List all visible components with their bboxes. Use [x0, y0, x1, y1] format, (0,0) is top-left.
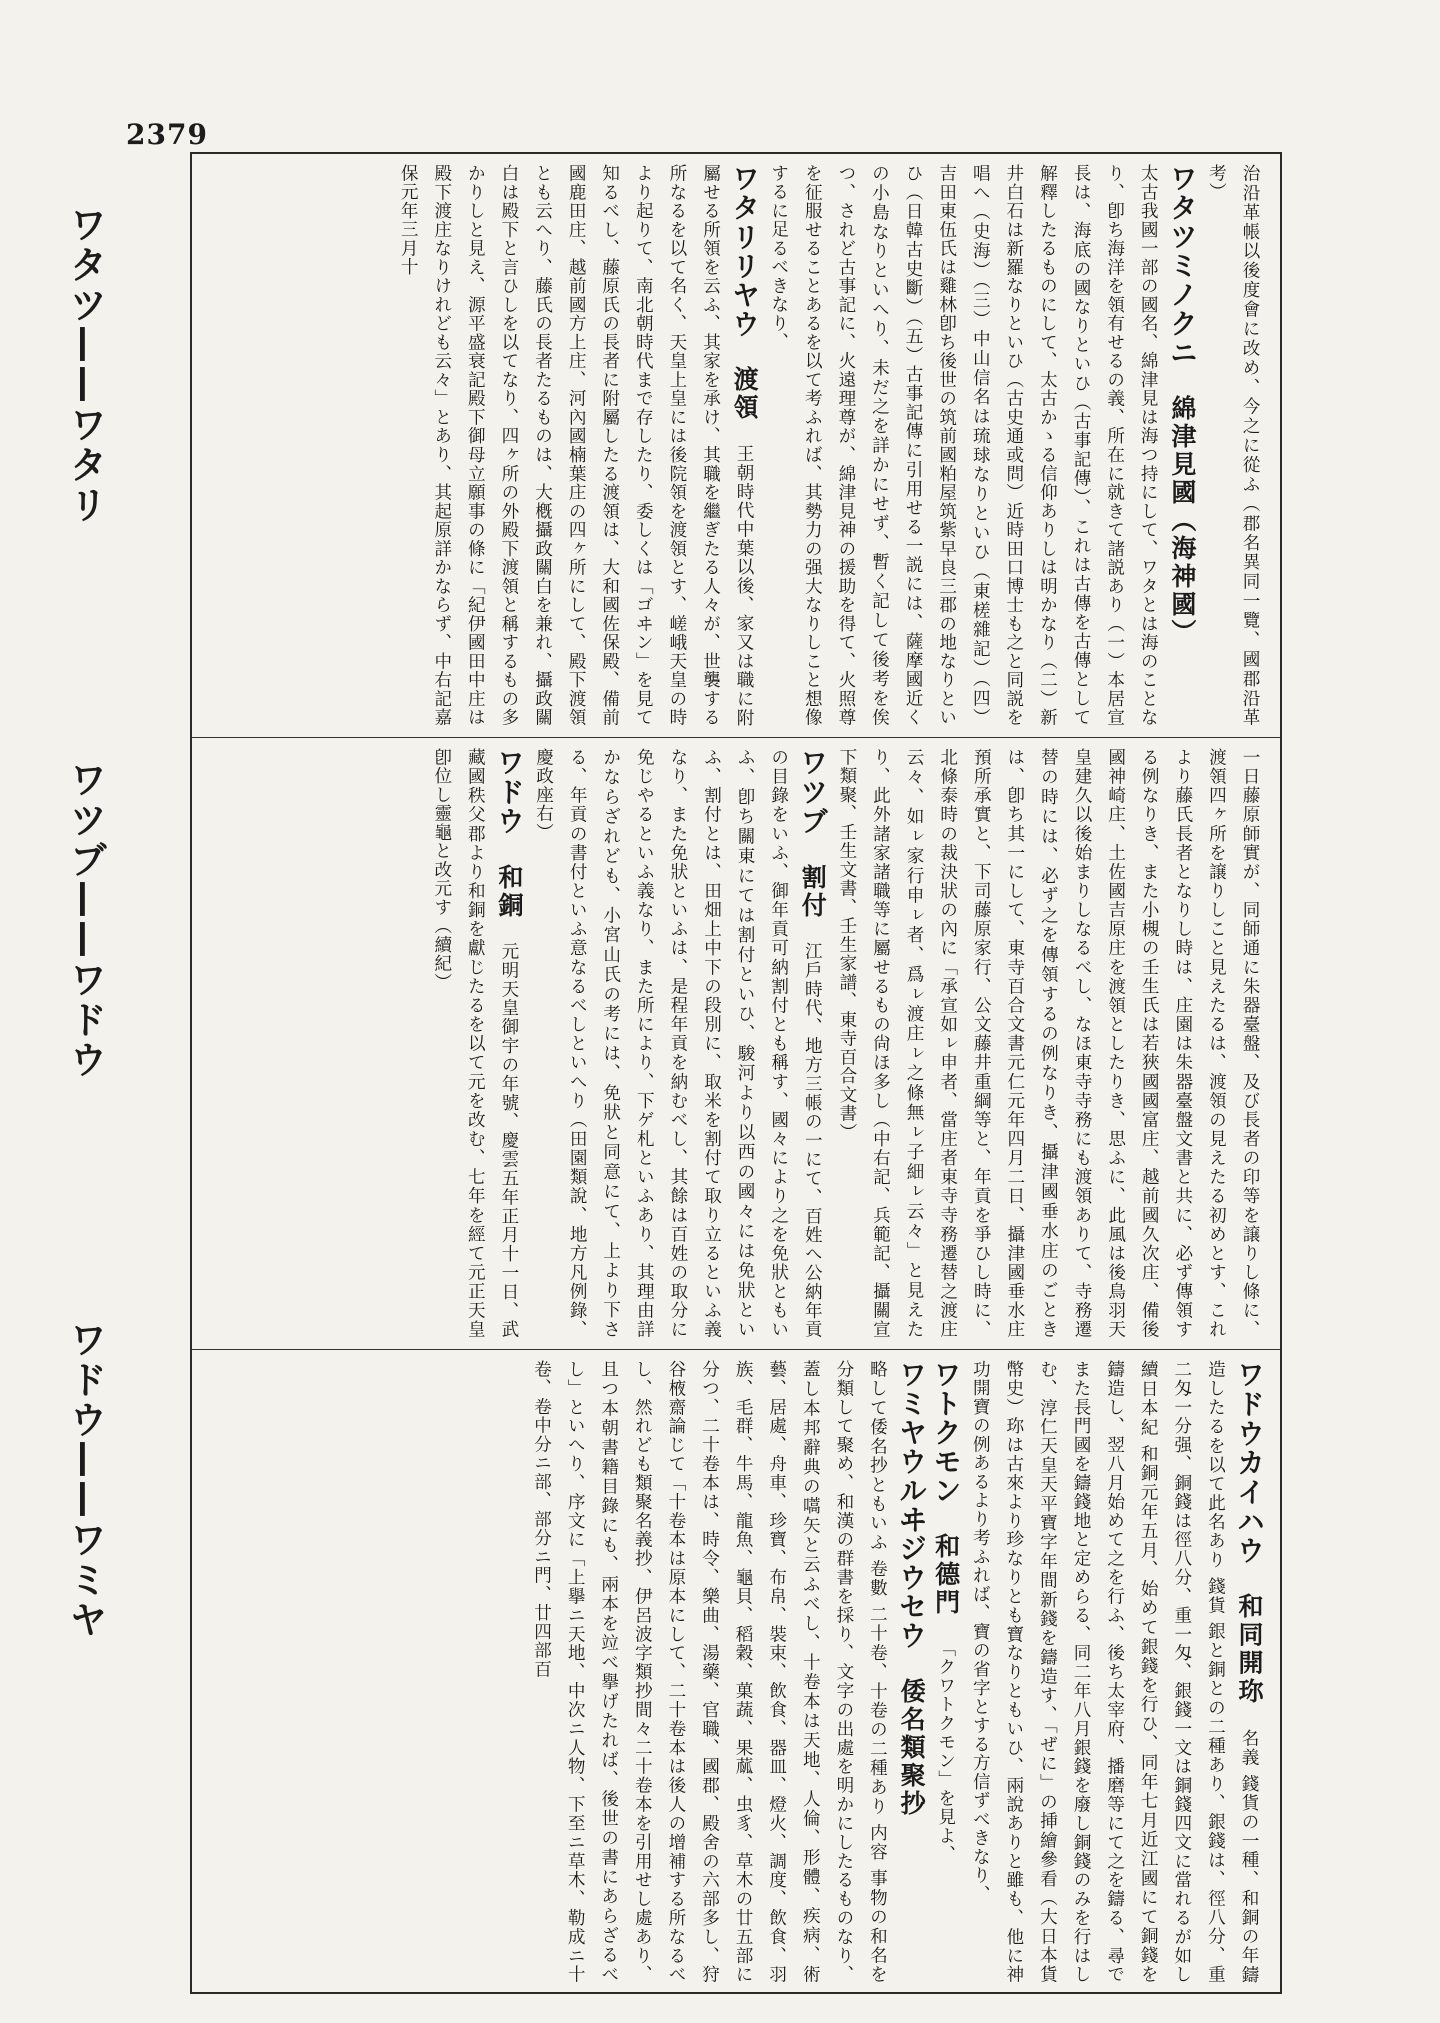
kanji-title-wadou: 和銅 — [494, 863, 524, 920]
entry-body-watsubu: 江戶時代、地方三帳の一にて、百姓へ公納年貢の目錄をいふ、御年貢可納割付とも稱す、國々により之を免狀ともいふ、卽ち關東にては割付といひ、駿河より以西の國々には免狀といふ、割付とは、田畑上中下の段別に、取米を割付て取り立るといふ義なり、また免狀といふは、是程年貢を納むべし、其餘は百姓の取分に免じやるといふ義なり、また所により、下ゲ札といふあり、其理由詳かならざれども、小宮山氏の考には、免狀と同意にて、上より下さる、年貢の書付といふ意なるべしといへり（田園類說、地方凡例錄、慶政座右） — [533, 748, 823, 1339]
kanji-title-watsubu: 割付 — [798, 863, 828, 920]
entry-body-wamyouruijuushou: 略して倭名抄ともいふ 卷數 二十卷、十卷の二種あり 内容 事物の和名を分類して聚め、和漢の群書を採り、文字の出處を明かにしたるものなり、蓋し本邦辭典の嚆矢と云ふべし、十卷本は天地、人倫、形體、疾病、術藝、居處、舟車、珍寶、布帛、裝束、飲食、器皿、燈火、調度、飲食、羽族、毛群、牛馬、龍魚、龜貝、稻穀、菓蔬、果蓏、虫豸、草木の廿五部に分つ、二十卷本は、時令、樂曲、湯藥、官職、國郡、殿舍の六部多し、狩谷棭齋論じて「十卷本は原本にして、二十卷本は後人の增補する所なるべし、然れども類聚名義抄、伊呂波字類抄間々二十卷本を引用せし處あり、且つ本朝書籍目錄にも、兩本を竝べ擧げたれば、後世の書にあらざるべし」といへり、序文に「上擧ニ天地、中次ニ人物、下至ニ草木、勒成ニ十卷、卷中分ニ部、部分ニ門、廿四部百 — [531, 1360, 888, 1984]
kanji-title-watokumon: 和德門 — [931, 1533, 961, 1617]
entry-body-watatsuminokuni: 太古我國一部の國名、綿津見は海つ持にして、ワタとは海のことなり、卽ち海洋を領有せるの義、所在に就きて諸説あり（一）本居宣長は、海底の國なりといひ（古事記傳）、これは古傳を古傳として解釋したるものにして、太古かゝる信仰ありしは明かなり（二）新井白石は新羅なりといひ（古史通或問）近時田口博士も之と同説を唱へ（史海）（三）中山信名は琉球なりといひ（東槎雜記）（四）吉田東伍氏は雞林卽ち後世の筑前國粕屋筑紫早良三郡の地なりといひ（日韓古史斷）（五）古事記傳に引用せる一説には、薩摩國近くの小島なりといへり、未だ之を詳かにせず、暫く記して後考を俟つ、されど古事記に、火遠理尊が、綿津見神の援助を得て、火照尊を征服せることあるを以て考ふれば、其勢力の强大なりしこと想像するに足るべきなり、 — [768, 164, 1159, 727]
kanji-title-wadoukaihou: 和同開珎 — [1235, 1593, 1264, 1707]
kanji-title-watatsuminokuni: 綿津見國（海神國） — [1167, 395, 1197, 647]
entry-body-watokumon: 「クワトクモン」を見よ、 — [935, 1639, 956, 1864]
page-number: 2379 — [126, 118, 208, 151]
page-frame — [190, 152, 1282, 1994]
kanji-title-wamyouruijuushou: 倭名類聚抄 — [897, 1678, 927, 1818]
tier-1-text — [204, 164, 1266, 727]
running-head-bottom: ワドウ——ワミヤ — [63, 1320, 107, 1640]
headword-watsubu: ワツブ — [796, 748, 830, 836]
lead-continuation: 治沿革帳以後度會に改め、今之に從ふ（郡名異同一覽、國郡沿革考） — [1206, 164, 1260, 727]
running-head-top: ワタツ——ワタリ — [63, 205, 107, 525]
entry-body-wadou: 元明天皇御宇の年號、慶雲五年正月十一日、武藏國秩父郡より和銅を獻じたるを以て元を改む、七年を經て元正天皇卽位し靈龜と改元す（續紀） — [431, 748, 519, 1339]
tier-3-text — [204, 1360, 1266, 1984]
continuation-watariryou: 一日藤原師實が、同師通に朱器臺盤、及び長者の印等を譲りし條に、渡領四ヶ所を譲りしこと見えたるは、渡領の見えたる初めとす、これより藤氏長者となりし時は、庄園は朱器臺盤文書と共に、必ず傳領する例なりき、また小槻の壬生氏は若狹國國富庄、越前國久次庄、備後國神崎庄、土佐國吉原庄を渡領としたりき、思ふに、此風は後鳥羽天皇建久以後始まりしなるべし、なほ東寺寺務にも渡領ありて、寺務遷替の時には、必ず之を傳領するの例なりき、攝津國垂水庄のごときは、卽ち其一にして、東寺百合文書元仁元年四月二日、攝津國垂水庄預所承實と、下司藤原家行、公文藤井重綱等と、年貢を爭ひし時に、北條泰時の裁決狀の內に「承宣如ㇾ申者、當庄者東寺寺務遷替之渡庄云々、如ㇾ家行申ㇾ者、爲ㇾ渡庄ㇾ之條無ㇾ子細ㇾ云々」と見えたり、此外諸家諸職等に屬せるもの尙ほ多し（中右記、兵範記、攝關宣下類聚、壬生文書、壬生家譜、東寺百合文書） — [836, 748, 1260, 1339]
tier-3 — [192, 1349, 1280, 1994]
kanji-title-watariryou: 渡領 — [730, 366, 760, 423]
headword-wamyouruijuushou: ワミヤウルヰジウセウ — [895, 1360, 929, 1650]
running-head-middle: ワツブ——ワドウ — [63, 760, 107, 1080]
tier-2-text — [204, 748, 1266, 1339]
entry-body-wadoukaihou: 名義 錢貨の一種、和銅の年鑄造したるを以て此名あり 錢貨 銀と銅との二種あり、銀錢は、徑八分、重二匁一分强、銅錢は徑八分、重一匁、銀錢一文は銅錢四文に當れるが如し 續日本紀 和銅元年五月、始めて銀錢を行ひ、同年七月近江國にて銅錢を鑄造し、翌八月始めて之を行ふ、後ち太宰府、播磨等にて之を鑄る、尋でまた長門國を鑄錢地と定めらる、同二年八月銀錢を廢し銅錢のみを行はしむ、淳仁天皇天平寶字年間新錢を鑄造す、「ぜに」の挿繪參看（大日本貨幣史）珎は古來より珍なりとも寶なりともいひ、兩說ありと雖も、他に神功開寶の例あるより考ふれば、寶の省字とする方信ずべきなり、 — [970, 1360, 1259, 1984]
entry-body-watariryou: 王朝時代中葉以後、家又は職に附屬せる所領を云ふ、其家を承け、其職を繼ぎたる人々が、世襲する所なるを以て名く、天皇上皇には後院領を渡領とす、嵯峨天皇の時より起りて、南北朝時代まで存したり、委しくは「ゴヰン」を見て知るべし、藤原氏の長者に附屬したる渡領は、大和國佐保殿、備前國鹿田庄、越前國方上庄、河內國楠葉庄の四ヶ所にして、殿下渡領とも云へり、藤氏の長者たるものは、大槪攝政關白を兼れ、攝政關白は殿下と言ひしを以てなり、四ヶ所の外殿下渡領と稱するもの多かりしと見え、源平盛衰記殿下御母立願事の條に「紀伊國田中庄は殿下渡庄なりけれども云々」とあり、其起原詳かならず、中右記嘉保元年三月十 — [398, 164, 755, 727]
headword-wadou: ワドウ — [492, 748, 526, 836]
headword-watatsuminokuni: ワタツミノクニ — [1165, 164, 1199, 367]
tier-1 — [192, 154, 1280, 737]
headword-wadoukaihou: ワドウカイハウ — [1233, 1360, 1266, 1566]
headword-watokumon: ワトクモン — [929, 1360, 963, 1505]
headword-watariryou: ワタリリヤウ — [728, 164, 762, 339]
tier-2 — [192, 737, 1280, 1349]
